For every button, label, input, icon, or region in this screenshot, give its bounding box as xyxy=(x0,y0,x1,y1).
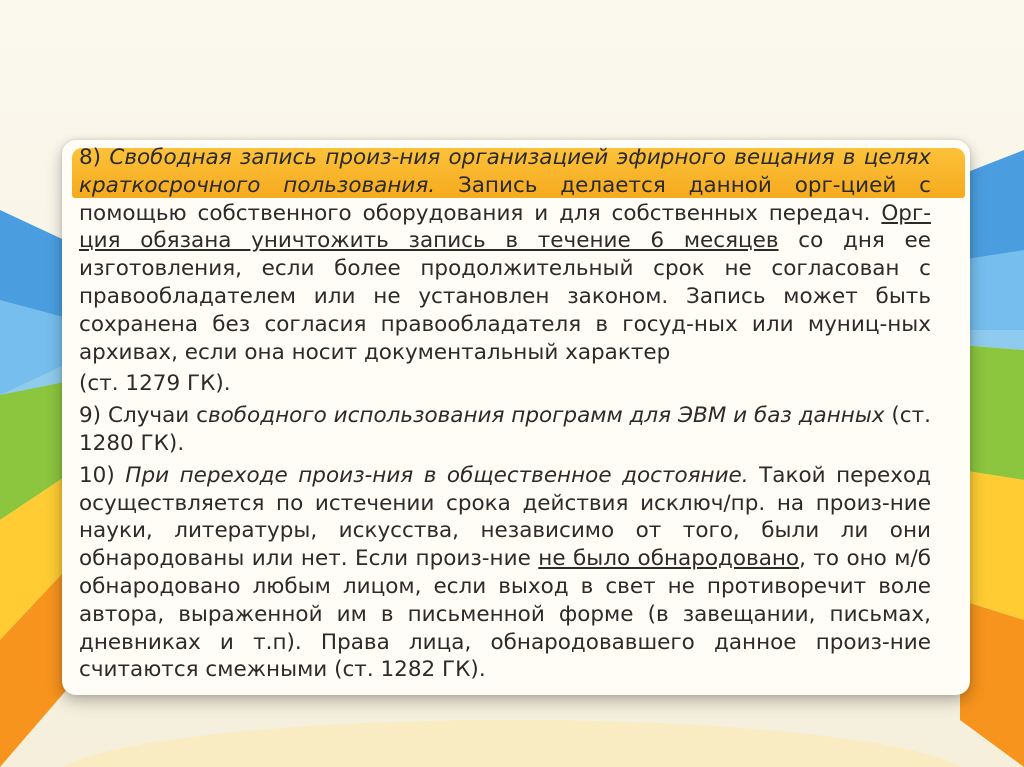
p8-underlined: Орг-ция обязана уничтожить запись в течение 6 месяцев xyxy=(79,200,931,254)
p9-reference: (ст. 1280 ГК). xyxy=(79,403,931,456)
p9-lead: Случаи с xyxy=(107,403,208,429)
p10-title: При переходе произ-ния в общественное достояние. xyxy=(125,462,749,488)
p10-body: Такой переход осуществляется по истечении срока действия исключ/пр. на произ-ние науки, литературы, искусства, независимо от того, были ли они обнародованы или нет. Если произ-ние xyxy=(79,462,931,572)
paragraph-9 xyxy=(79,402,931,458)
p8-title: Свободная запись произ-ния организацией эфирного вещания в целях краткосрочного пользования. xyxy=(79,145,931,198)
paragraph-8-reference: (ст. 1279 ГК). xyxy=(79,371,231,397)
p10-underlined: не было обнародовано xyxy=(538,546,800,572)
p8-body-continued: со дня ее изготовления, если более продолжительный срок не согласован с правообладателем или не установлен законом. Запись может быть сохранена без согласия правообладателя в госуд-ных или муниц-ных архивах, если она носит документальный характер xyxy=(79,228,931,365)
p9-title: вободного использования программ для ЭВМ и баз данных xyxy=(207,403,885,429)
p8-number: 8) xyxy=(79,145,102,170)
slide-text xyxy=(79,144,931,688)
paragraph-10 xyxy=(79,462,931,684)
p10-body-continued: , то оно м/б обнародовано любым лицом, если выход в свет не противоречит воле автора, выраженной им в письменной форме (в завещании, письмах, дневниках и т.п). Права лица, обнародовавшего данное произ-ние считаются смежными (ст. 1282 ГК). xyxy=(79,546,931,683)
p9-number: 9) xyxy=(79,403,102,429)
p10-number: 10) xyxy=(79,462,115,488)
paragraph-8 xyxy=(79,144,931,366)
p8-body: Запись делается данной орг-цией с помощью собственного оборудования и для собственных передач. xyxy=(79,172,931,226)
